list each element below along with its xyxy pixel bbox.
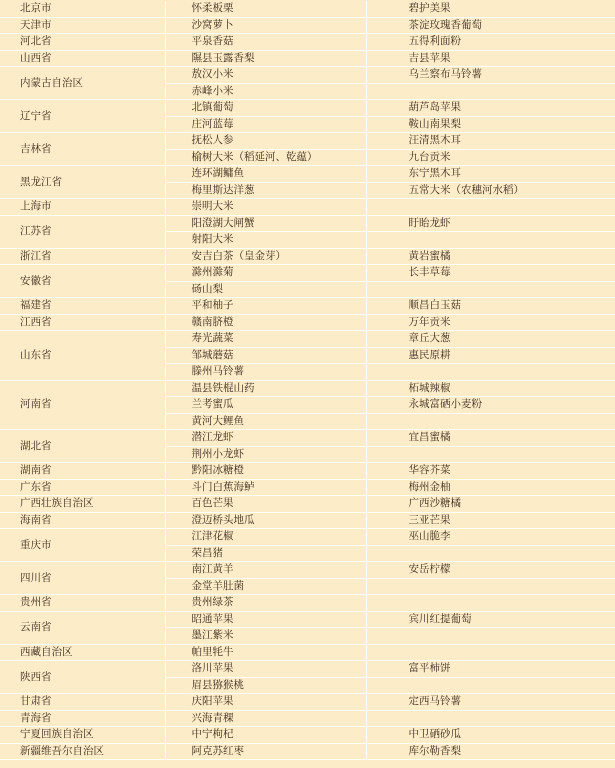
brand-cell-a: 洛川苹果 — [165, 661, 366, 678]
brand-cell-b: 乌兰察布马铃薯 — [366, 67, 615, 84]
brand-cell-b: 富平柿饼 — [366, 661, 615, 678]
brand-cell-b — [366, 644, 615, 661]
brand-cell-b — [366, 595, 615, 612]
province-cell: 山西省 — [0, 50, 165, 67]
table-row — [0, 562, 615, 579]
brand-cell-a: 澄迈桥头地瓜 — [165, 512, 366, 529]
table-row — [0, 694, 615, 711]
brand-cell-b — [366, 628, 615, 645]
province-cell: 海南省 — [0, 512, 165, 529]
table-row — [0, 17, 615, 34]
table-row — [0, 430, 615, 447]
province-cell: 北京市 — [0, 1, 165, 17]
brand-cell-b — [366, 364, 615, 381]
brand-cell-a: 滕州马铃薯 — [165, 364, 366, 381]
table-row — [0, 727, 615, 744]
province-cell: 青海省 — [0, 710, 165, 727]
province-cell: 河南省 — [0, 380, 165, 430]
table-row — [0, 710, 615, 727]
brand-cell-a: 敖汉小米 — [165, 67, 366, 84]
brand-cell-a: 连环湖鳙鱼 — [165, 166, 366, 183]
province-cell: 宁夏回族自治区 — [0, 727, 165, 744]
table-row — [0, 50, 615, 67]
brand-cell-a: 帕里牦牛 — [165, 644, 366, 661]
brand-cell-b: 梅州金柚 — [366, 479, 615, 496]
brand-cell-b: 中卫硒砂瓜 — [366, 727, 615, 744]
brand-cell-b: 顺昌白玉菇 — [366, 298, 615, 315]
table-row — [0, 34, 615, 51]
brand-cell-a: 黔阳冰糖橙 — [165, 463, 366, 480]
brand-cell-b: 永城富硒小麦粉 — [366, 397, 615, 414]
brand-cell-b: 黄岩蜜橘 — [366, 248, 615, 265]
province-cell: 重庆市 — [0, 529, 165, 562]
brand-cell-b: 盱眙龙虾 — [366, 215, 615, 232]
brand-cell-a: 荣昌猪 — [165, 545, 366, 562]
brand-cell-a: 射阳大米 — [165, 232, 366, 249]
brand-cell-a: 兴海青稞 — [165, 710, 366, 727]
brand-cell-b: 定西马铃薯 — [366, 694, 615, 711]
brand-cell-b: 汪清黑木耳 — [366, 133, 615, 150]
province-cell: 陕西省 — [0, 661, 165, 694]
table-row — [0, 331, 615, 348]
province-cell: 广西壮族自治区 — [0, 496, 165, 513]
brand-cell-a: 赤峰小米 — [165, 83, 366, 100]
brand-cell-b: 长丰草莓 — [366, 265, 615, 282]
province-cell: 山东省 — [0, 331, 165, 381]
brand-cell-a: 抚松人参 — [165, 133, 366, 150]
table-row — [0, 248, 615, 265]
brand-cell-b: 五常大米（农穗河水稻） — [366, 182, 615, 199]
brand-cell-a: 隰县玉露香梨 — [165, 50, 366, 67]
brand-cell-b: 宾川红提葡萄 — [366, 611, 615, 628]
brand-cell-b — [366, 677, 615, 694]
brand-cell-a: 砀山梨 — [165, 281, 366, 298]
brand-cell-a: 斗门白蕉海鲈 — [165, 479, 366, 496]
brand-cell-b: 三亚芒果 — [366, 512, 615, 529]
brand-cell-a: 中宁枸杞 — [165, 727, 366, 744]
brand-cell-b — [366, 545, 615, 562]
table-row — [0, 512, 615, 529]
brand-cell-a: 黄河大鲤鱼 — [165, 413, 366, 430]
brand-cell-a: 怀柔板栗 — [165, 1, 366, 17]
province-cell: 福建省 — [0, 298, 165, 315]
brand-cell-a: 安吉白茶（皇金芽） — [165, 248, 366, 265]
brand-cell-a: 滁州滁菊 — [165, 265, 366, 282]
table-row — [0, 265, 615, 282]
brand-cell-b: 惠民原耕 — [366, 347, 615, 364]
table-row — [0, 595, 615, 612]
brand-cell-b — [366, 578, 615, 595]
brand-cell-a: 崇明大米 — [165, 199, 366, 216]
table-row — [0, 314, 615, 331]
province-cell: 辽宁省 — [0, 100, 165, 133]
brand-cell-a: 北镇葡萄 — [165, 100, 366, 117]
province-cell: 云南省 — [0, 611, 165, 644]
province-cell: 河北省 — [0, 34, 165, 51]
brand-cell-b — [366, 199, 615, 216]
province-cell: 浙江省 — [0, 248, 165, 265]
brand-cell-b: 安岳柠檬 — [366, 562, 615, 579]
brand-cell-b: 章丘大葱 — [366, 331, 615, 348]
brand-cell-b: 茶淀玫瑰香葡萄 — [366, 17, 615, 34]
brand-cell-b: 碧护美果 — [366, 1, 615, 17]
province-cell: 黑龙江省 — [0, 166, 165, 199]
province-cell: 新疆维吾尔自治区 — [0, 743, 165, 760]
brand-cell-a: 梅里斯达洋葱 — [165, 182, 366, 199]
table-row — [0, 463, 615, 480]
brand-cell-a: 潜江龙虾 — [165, 430, 366, 447]
table-row — [0, 133, 615, 150]
province-cell: 上海市 — [0, 199, 165, 216]
brand-cell-b: 葫芦岛苹果 — [366, 100, 615, 117]
brand-cell-b: 吉县苹果 — [366, 50, 615, 67]
brand-cell-b: 鞍山南果梨 — [366, 116, 615, 133]
brand-cell-b — [366, 446, 615, 463]
table-row — [0, 298, 615, 315]
brand-cell-a: 贵州绿茶 — [165, 595, 366, 612]
brand-cell-a: 赣南脐橙 — [165, 314, 366, 331]
table-row — [0, 611, 615, 628]
brand-cell-a: 庆阳苹果 — [165, 694, 366, 711]
brand-cell-b: 巫山脆李 — [366, 529, 615, 546]
brand-cell-a: 南江黄羊 — [165, 562, 366, 579]
province-cell: 四川省 — [0, 562, 165, 595]
brand-cell-a: 沙窝萝卜 — [165, 17, 366, 34]
table-row — [0, 496, 615, 513]
table-row — [0, 661, 615, 678]
brand-cell-b: 东宁黑木耳 — [366, 166, 615, 183]
brand-cell-b: 华容芥菜 — [366, 463, 615, 480]
brand-table — [0, 1, 615, 760]
brand-cell-a: 江津花椒 — [165, 529, 366, 546]
brand-cell-a: 荆州小龙虾 — [165, 446, 366, 463]
province-cell: 江苏省 — [0, 215, 165, 248]
brand-cell-b — [366, 281, 615, 298]
province-cell: 湖南省 — [0, 463, 165, 480]
brand-cell-a: 阿克苏红枣 — [165, 743, 366, 760]
table-row — [0, 215, 615, 232]
province-cell: 西藏自治区 — [0, 644, 165, 661]
table-row — [0, 644, 615, 661]
brand-cell-b: 九台贡米 — [366, 149, 615, 166]
province-cell: 内蒙古自治区 — [0, 67, 165, 100]
province-cell: 贵州省 — [0, 595, 165, 612]
brand-cell-b: 柘城辣椒 — [366, 380, 615, 397]
table-row — [0, 1, 615, 17]
table-row — [0, 479, 615, 496]
province-cell: 湖北省 — [0, 430, 165, 463]
brand-cell-a: 寿光蔬菜 — [165, 331, 366, 348]
brand-cell-b: 宜昌蜜橘 — [366, 430, 615, 447]
province-cell: 安徽省 — [0, 265, 165, 298]
brand-cell-a: 眉县猕猴桃 — [165, 677, 366, 694]
brand-cell-a: 阳澄湖大闸蟹 — [165, 215, 366, 232]
province-cell: 天津市 — [0, 17, 165, 34]
table-row — [0, 199, 615, 216]
brand-cell-b — [366, 710, 615, 727]
table-body — [0, 1, 615, 760]
brand-cell-a: 昭通苹果 — [165, 611, 366, 628]
brand-cell-a: 金堂羊肚菌 — [165, 578, 366, 595]
brand-cell-b — [366, 232, 615, 249]
brand-cell-b: 广西沙糖橘 — [366, 496, 615, 513]
brand-cell-a: 温县铁棍山药 — [165, 380, 366, 397]
brand-cell-a: 墨江紫米 — [165, 628, 366, 645]
brand-cell-a: 平和柚子 — [165, 298, 366, 315]
brand-cell-a: 百色芒果 — [165, 496, 366, 513]
brand-cell-b — [366, 83, 615, 100]
table-row — [0, 529, 615, 546]
province-cell: 吉林省 — [0, 133, 165, 166]
table-row — [0, 380, 615, 397]
brand-cell-a: 兰考蜜瓜 — [165, 397, 366, 414]
brand-cell-a: 平泉香菇 — [165, 34, 366, 51]
brand-cell-a: 榆树大米（稻延河、乾蕴） — [165, 149, 366, 166]
table-row — [0, 100, 615, 117]
province-cell: 江西省 — [0, 314, 165, 331]
brand-cell-a: 邹城蘑菇 — [165, 347, 366, 364]
province-cell: 甘肃省 — [0, 694, 165, 711]
brand-cell-b: 万年贡米 — [366, 314, 615, 331]
brand-cell-a: 庄河蓝莓 — [165, 116, 366, 133]
table-row — [0, 166, 615, 183]
province-cell: 广东省 — [0, 479, 165, 496]
table-row — [0, 67, 615, 84]
brand-cell-b: 库尔勒香梨 — [366, 743, 615, 760]
brand-cell-b — [366, 413, 615, 430]
brand-cell-b: 五得利面粉 — [366, 34, 615, 51]
table-row — [0, 743, 615, 760]
